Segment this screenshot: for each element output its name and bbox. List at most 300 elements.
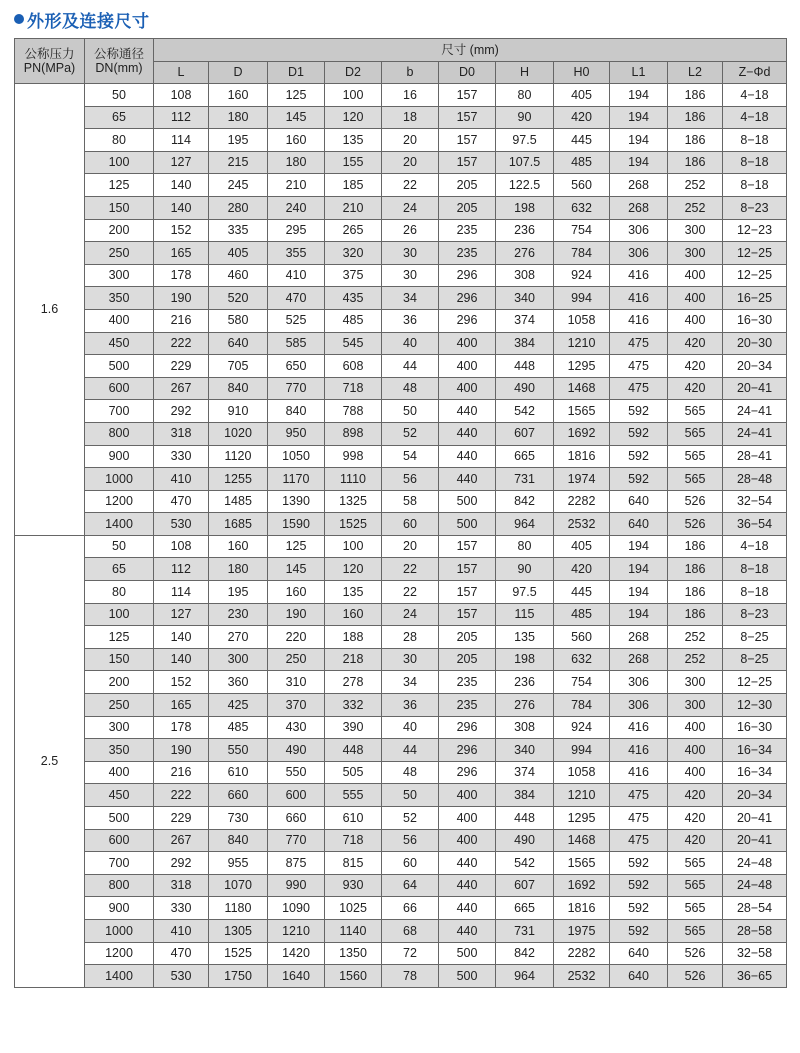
value-cell: 4−18 — [723, 84, 787, 107]
value-cell: 592 — [610, 445, 668, 468]
value-cell: 194 — [610, 151, 668, 174]
value-cell: 12−25 — [723, 264, 787, 287]
value-cell: 186 — [668, 151, 723, 174]
value-cell: 157 — [439, 558, 496, 581]
value-cell: 592 — [610, 874, 668, 897]
value-cell: 1025 — [325, 897, 382, 920]
value-cell: 555 — [325, 784, 382, 807]
value-cell: 8−25 — [723, 626, 787, 649]
dn-cell: 250 — [85, 694, 154, 717]
value-cell: 306 — [610, 694, 668, 717]
value-cell: 475 — [610, 377, 668, 400]
value-cell: 36 — [382, 309, 439, 332]
table-row — [15, 84, 787, 107]
value-cell: 194 — [610, 84, 668, 107]
dn-cell: 450 — [85, 332, 154, 355]
value-cell: 24−41 — [723, 400, 787, 423]
value-cell: 784 — [554, 694, 610, 717]
value-cell: 1120 — [209, 445, 268, 468]
value-cell: 120 — [325, 106, 382, 129]
value-cell: 180 — [268, 151, 325, 174]
value-cell: 268 — [610, 196, 668, 219]
value-cell: 565 — [668, 445, 723, 468]
dn-header-line2: DN(mm) — [95, 61, 143, 75]
value-cell: 218 — [325, 648, 382, 671]
pressure-cell: 1.6 — [15, 84, 85, 536]
value-cell: 178 — [154, 264, 209, 287]
value-cell: 16 — [382, 84, 439, 107]
value-cell: 730 — [209, 807, 268, 830]
value-cell: 1255 — [209, 468, 268, 491]
value-cell: 592 — [610, 400, 668, 423]
value-cell: 235 — [439, 694, 496, 717]
value-cell: 718 — [325, 829, 382, 852]
value-cell: 36 — [382, 694, 439, 717]
value-cell: 650 — [268, 355, 325, 378]
value-cell: 374 — [496, 309, 554, 332]
value-cell: 16−34 — [723, 761, 787, 784]
value-cell: 490 — [268, 739, 325, 762]
value-cell: 68 — [382, 919, 439, 942]
value-cell: 924 — [554, 716, 610, 739]
value-cell: 770 — [268, 829, 325, 852]
value-cell: 842 — [496, 490, 554, 513]
value-cell: 1070 — [209, 874, 268, 897]
value-cell: 54 — [382, 445, 439, 468]
value-cell: 335 — [209, 219, 268, 242]
value-cell: 930 — [325, 874, 382, 897]
value-cell: 178 — [154, 716, 209, 739]
value-cell: 50 — [382, 400, 439, 423]
column-header: Z−Φd — [723, 62, 787, 84]
value-cell: 1485 — [209, 490, 268, 513]
value-cell: 1975 — [554, 919, 610, 942]
value-cell: 448 — [496, 807, 554, 830]
value-cell: 28 — [382, 626, 439, 649]
value-cell: 1390 — [268, 490, 325, 513]
dn-cell: 150 — [85, 196, 154, 219]
dn-cell: 200 — [85, 219, 154, 242]
value-cell: 245 — [209, 174, 268, 197]
value-cell: 194 — [610, 129, 668, 152]
value-cell: 370 — [268, 694, 325, 717]
value-cell: 360 — [209, 671, 268, 694]
value-cell: 252 — [668, 648, 723, 671]
value-cell: 306 — [610, 671, 668, 694]
dn-cell: 125 — [85, 174, 154, 197]
value-cell: 292 — [154, 852, 209, 875]
value-cell: 18 — [382, 106, 439, 129]
value-cell: 190 — [154, 739, 209, 762]
value-cell: 152 — [154, 219, 209, 242]
value-cell: 190 — [268, 603, 325, 626]
value-cell: 140 — [154, 196, 209, 219]
value-cell: 375 — [325, 264, 382, 287]
value-cell: 410 — [154, 468, 209, 491]
value-cell: 60 — [382, 852, 439, 875]
value-cell: 205 — [439, 174, 496, 197]
dn-cell: 250 — [85, 242, 154, 265]
value-cell: 585 — [268, 332, 325, 355]
value-cell: 36−54 — [723, 513, 787, 536]
column-header: L2 — [668, 62, 723, 84]
value-cell: 1090 — [268, 897, 325, 920]
value-cell: 195 — [209, 581, 268, 604]
dn-header — [85, 39, 154, 84]
value-cell: 30 — [382, 242, 439, 265]
value-cell: 410 — [268, 264, 325, 287]
value-cell: 157 — [439, 106, 496, 129]
value-cell: 964 — [496, 513, 554, 536]
value-cell: 1050 — [268, 445, 325, 468]
value-cell: 600 — [268, 784, 325, 807]
value-cell: 425 — [209, 694, 268, 717]
value-cell: 998 — [325, 445, 382, 468]
value-cell: 340 — [496, 287, 554, 310]
value-cell: 592 — [610, 422, 668, 445]
value-cell: 718 — [325, 377, 382, 400]
value-cell: 420 — [668, 784, 723, 807]
value-cell: 44 — [382, 355, 439, 378]
value-cell: 12−23 — [723, 219, 787, 242]
value-cell: 235 — [439, 671, 496, 694]
value-cell: 90 — [496, 106, 554, 129]
value-cell: 340 — [496, 739, 554, 762]
value-cell: 400 — [439, 784, 496, 807]
dn-cell: 1200 — [85, 490, 154, 513]
value-cell: 20−41 — [723, 829, 787, 852]
value-cell: 205 — [439, 196, 496, 219]
value-cell: 440 — [439, 422, 496, 445]
value-cell: 1468 — [554, 377, 610, 400]
table-row — [15, 603, 787, 626]
table-row — [15, 897, 787, 920]
value-cell: 440 — [439, 897, 496, 920]
value-cell: 157 — [439, 129, 496, 152]
dn-cell: 80 — [85, 129, 154, 152]
value-cell: 1468 — [554, 829, 610, 852]
value-cell: 28−58 — [723, 919, 787, 942]
value-cell: 190 — [154, 287, 209, 310]
value-cell: 140 — [154, 648, 209, 671]
value-cell: 384 — [496, 332, 554, 355]
table-header — [15, 39, 787, 84]
value-cell: 145 — [268, 558, 325, 581]
value-cell: 705 — [209, 355, 268, 378]
column-header: b — [382, 62, 439, 84]
value-cell: 20−34 — [723, 784, 787, 807]
value-cell: 97.5 — [496, 581, 554, 604]
value-cell: 276 — [496, 694, 554, 717]
value-cell: 400 — [439, 332, 496, 355]
table-row — [15, 106, 787, 129]
value-cell: 250 — [268, 648, 325, 671]
value-cell: 607 — [496, 874, 554, 897]
value-cell: 550 — [209, 739, 268, 762]
value-cell: 198 — [496, 648, 554, 671]
value-cell: 310 — [268, 671, 325, 694]
value-cell: 731 — [496, 919, 554, 942]
value-cell: 160 — [325, 603, 382, 626]
value-cell: 210 — [268, 174, 325, 197]
value-cell: 640 — [610, 513, 668, 536]
value-cell: 20−34 — [723, 355, 787, 378]
value-cell: 236 — [496, 219, 554, 242]
value-cell: 1350 — [325, 942, 382, 965]
value-cell: 22 — [382, 174, 439, 197]
value-cell: 90 — [496, 558, 554, 581]
value-cell: 300 — [668, 242, 723, 265]
value-cell: 416 — [610, 287, 668, 310]
value-cell: 485 — [554, 603, 610, 626]
value-cell: 640 — [209, 332, 268, 355]
table-row — [15, 445, 787, 468]
table-row — [15, 490, 787, 513]
value-cell: 1565 — [554, 852, 610, 875]
table-row — [15, 242, 787, 265]
value-cell: 44 — [382, 739, 439, 762]
column-header: H0 — [554, 62, 610, 84]
value-cell: 1590 — [268, 513, 325, 536]
table-row — [15, 468, 787, 491]
value-cell: 28−48 — [723, 468, 787, 491]
value-cell: 560 — [554, 174, 610, 197]
value-cell: 114 — [154, 581, 209, 604]
value-cell: 924 — [554, 264, 610, 287]
value-cell: 416 — [610, 716, 668, 739]
value-cell: 1692 — [554, 874, 610, 897]
table-row — [15, 400, 787, 423]
value-cell: 1295 — [554, 807, 610, 830]
value-cell: 100 — [325, 535, 382, 558]
value-cell: 40 — [382, 332, 439, 355]
dn-header-line1: 公称通径 — [93, 47, 144, 61]
value-cell: 1560 — [325, 965, 382, 988]
value-cell: 186 — [668, 84, 723, 107]
value-cell: 20 — [382, 129, 439, 152]
value-cell: 955 — [209, 852, 268, 875]
value-cell: 565 — [668, 897, 723, 920]
value-cell: 160 — [209, 84, 268, 107]
dn-cell: 80 — [85, 581, 154, 604]
value-cell: 542 — [496, 400, 554, 423]
value-cell: 267 — [154, 829, 209, 852]
value-cell: 210 — [325, 196, 382, 219]
value-cell: 308 — [496, 716, 554, 739]
value-cell: 60 — [382, 513, 439, 536]
value-cell: 157 — [439, 84, 496, 107]
value-cell: 140 — [154, 626, 209, 649]
value-cell: 490 — [496, 377, 554, 400]
value-cell: 222 — [154, 332, 209, 355]
value-cell: 660 — [268, 807, 325, 830]
value-cell: 400 — [439, 829, 496, 852]
table-row — [15, 355, 787, 378]
value-cell: 186 — [668, 603, 723, 626]
value-cell: 20−41 — [723, 377, 787, 400]
value-cell: 276 — [496, 242, 554, 265]
table-row — [15, 151, 787, 174]
table-row — [15, 332, 787, 355]
pressure-cell: 2.5 — [15, 535, 85, 987]
value-cell: 157 — [439, 581, 496, 604]
value-cell: 592 — [610, 897, 668, 920]
table-row — [15, 513, 787, 536]
value-cell: 300 — [668, 694, 723, 717]
value-cell: 64 — [382, 874, 439, 897]
value-cell: 788 — [325, 400, 382, 423]
value-cell: 1210 — [268, 919, 325, 942]
table-row — [15, 287, 787, 310]
value-cell: 440 — [439, 852, 496, 875]
value-cell: 1140 — [325, 919, 382, 942]
value-cell: 1816 — [554, 445, 610, 468]
value-cell: 8−18 — [723, 129, 787, 152]
value-cell: 440 — [439, 445, 496, 468]
value-cell: 12−25 — [723, 242, 787, 265]
value-cell: 100 — [325, 84, 382, 107]
value-cell: 108 — [154, 84, 209, 107]
pn-header-line2: PN(MPa) — [23, 61, 76, 75]
value-cell: 560 — [554, 626, 610, 649]
dn-cell: 50 — [85, 84, 154, 107]
value-cell: 235 — [439, 242, 496, 265]
value-cell: 374 — [496, 761, 554, 784]
value-cell: 875 — [268, 852, 325, 875]
dn-cell: 1000 — [85, 468, 154, 491]
value-cell: 420 — [554, 558, 610, 581]
value-cell: 80 — [496, 84, 554, 107]
value-cell: 155 — [325, 151, 382, 174]
value-cell: 306 — [610, 242, 668, 265]
value-cell: 56 — [382, 829, 439, 852]
dn-cell: 1000 — [85, 919, 154, 942]
value-cell: 840 — [209, 377, 268, 400]
value-cell: 135 — [325, 129, 382, 152]
value-cell: 8−18 — [723, 558, 787, 581]
value-cell: 40 — [382, 716, 439, 739]
dn-cell: 400 — [85, 761, 154, 784]
value-cell: 135 — [325, 581, 382, 604]
value-cell: 205 — [439, 648, 496, 671]
value-cell: 632 — [554, 648, 610, 671]
table-row — [15, 422, 787, 445]
column-header: D2 — [325, 62, 382, 84]
value-cell: 125 — [268, 84, 325, 107]
value-cell: 52 — [382, 422, 439, 445]
value-cell: 355 — [268, 242, 325, 265]
value-cell: 278 — [325, 671, 382, 694]
value-cell: 475 — [610, 829, 668, 852]
value-cell: 1525 — [325, 513, 382, 536]
value-cell: 8−18 — [723, 174, 787, 197]
value-cell: 22 — [382, 581, 439, 604]
value-cell: 220 — [268, 626, 325, 649]
value-cell: 485 — [554, 151, 610, 174]
value-cell: 898 — [325, 422, 382, 445]
value-cell: 267 — [154, 377, 209, 400]
value-cell: 640 — [610, 490, 668, 513]
value-cell: 8−18 — [723, 581, 787, 604]
value-cell: 24−41 — [723, 422, 787, 445]
value-cell: 107.5 — [496, 151, 554, 174]
value-cell: 229 — [154, 355, 209, 378]
value-cell: 28−54 — [723, 897, 787, 920]
value-cell: 754 — [554, 671, 610, 694]
value-cell: 400 — [439, 355, 496, 378]
value-cell: 8−18 — [723, 151, 787, 174]
value-cell: 660 — [209, 784, 268, 807]
value-cell: 440 — [439, 919, 496, 942]
value-cell: 152 — [154, 671, 209, 694]
value-cell: 420 — [668, 807, 723, 830]
value-cell: 1020 — [209, 422, 268, 445]
value-cell: 405 — [554, 84, 610, 107]
value-cell: 400 — [439, 377, 496, 400]
value-cell: 500 — [439, 942, 496, 965]
column-header: D0 — [439, 62, 496, 84]
value-cell: 16−30 — [723, 716, 787, 739]
value-cell: 112 — [154, 558, 209, 581]
value-cell: 420 — [668, 829, 723, 852]
value-cell: 50 — [382, 784, 439, 807]
dn-cell: 65 — [85, 558, 154, 581]
value-cell: 265 — [325, 219, 382, 242]
dn-cell: 150 — [85, 648, 154, 671]
value-cell: 526 — [668, 490, 723, 513]
dn-cell: 800 — [85, 874, 154, 897]
value-cell: 632 — [554, 196, 610, 219]
value-cell: 470 — [154, 490, 209, 513]
value-cell: 20 — [382, 535, 439, 558]
table-row — [15, 377, 787, 400]
dn-cell: 100 — [85, 151, 154, 174]
value-cell: 770 — [268, 377, 325, 400]
value-cell: 97.5 — [496, 129, 554, 152]
value-cell: 48 — [382, 377, 439, 400]
value-cell: 565 — [668, 874, 723, 897]
value-cell: 26 — [382, 219, 439, 242]
value-cell: 22 — [382, 558, 439, 581]
value-cell: 500 — [439, 965, 496, 988]
table-row — [15, 807, 787, 830]
value-cell: 160 — [268, 581, 325, 604]
value-cell: 384 — [496, 784, 554, 807]
value-cell: 1565 — [554, 400, 610, 423]
value-cell: 1210 — [554, 332, 610, 355]
value-cell: 4−18 — [723, 106, 787, 129]
value-cell: 165 — [154, 242, 209, 265]
value-cell: 542 — [496, 852, 554, 875]
value-cell: 24−48 — [723, 852, 787, 875]
value-cell: 565 — [668, 919, 723, 942]
value-cell: 592 — [610, 468, 668, 491]
dn-cell: 700 — [85, 400, 154, 423]
value-cell: 405 — [209, 242, 268, 265]
value-cell: 235 — [439, 219, 496, 242]
value-cell: 296 — [439, 716, 496, 739]
value-cell: 296 — [439, 309, 496, 332]
column-header: D1 — [268, 62, 325, 84]
dn-cell: 800 — [85, 422, 154, 445]
value-cell: 188 — [325, 626, 382, 649]
table-row — [15, 942, 787, 965]
dn-cell: 300 — [85, 264, 154, 287]
value-cell: 416 — [610, 761, 668, 784]
value-cell: 475 — [610, 784, 668, 807]
value-cell: 1816 — [554, 897, 610, 920]
value-cell: 608 — [325, 355, 382, 378]
